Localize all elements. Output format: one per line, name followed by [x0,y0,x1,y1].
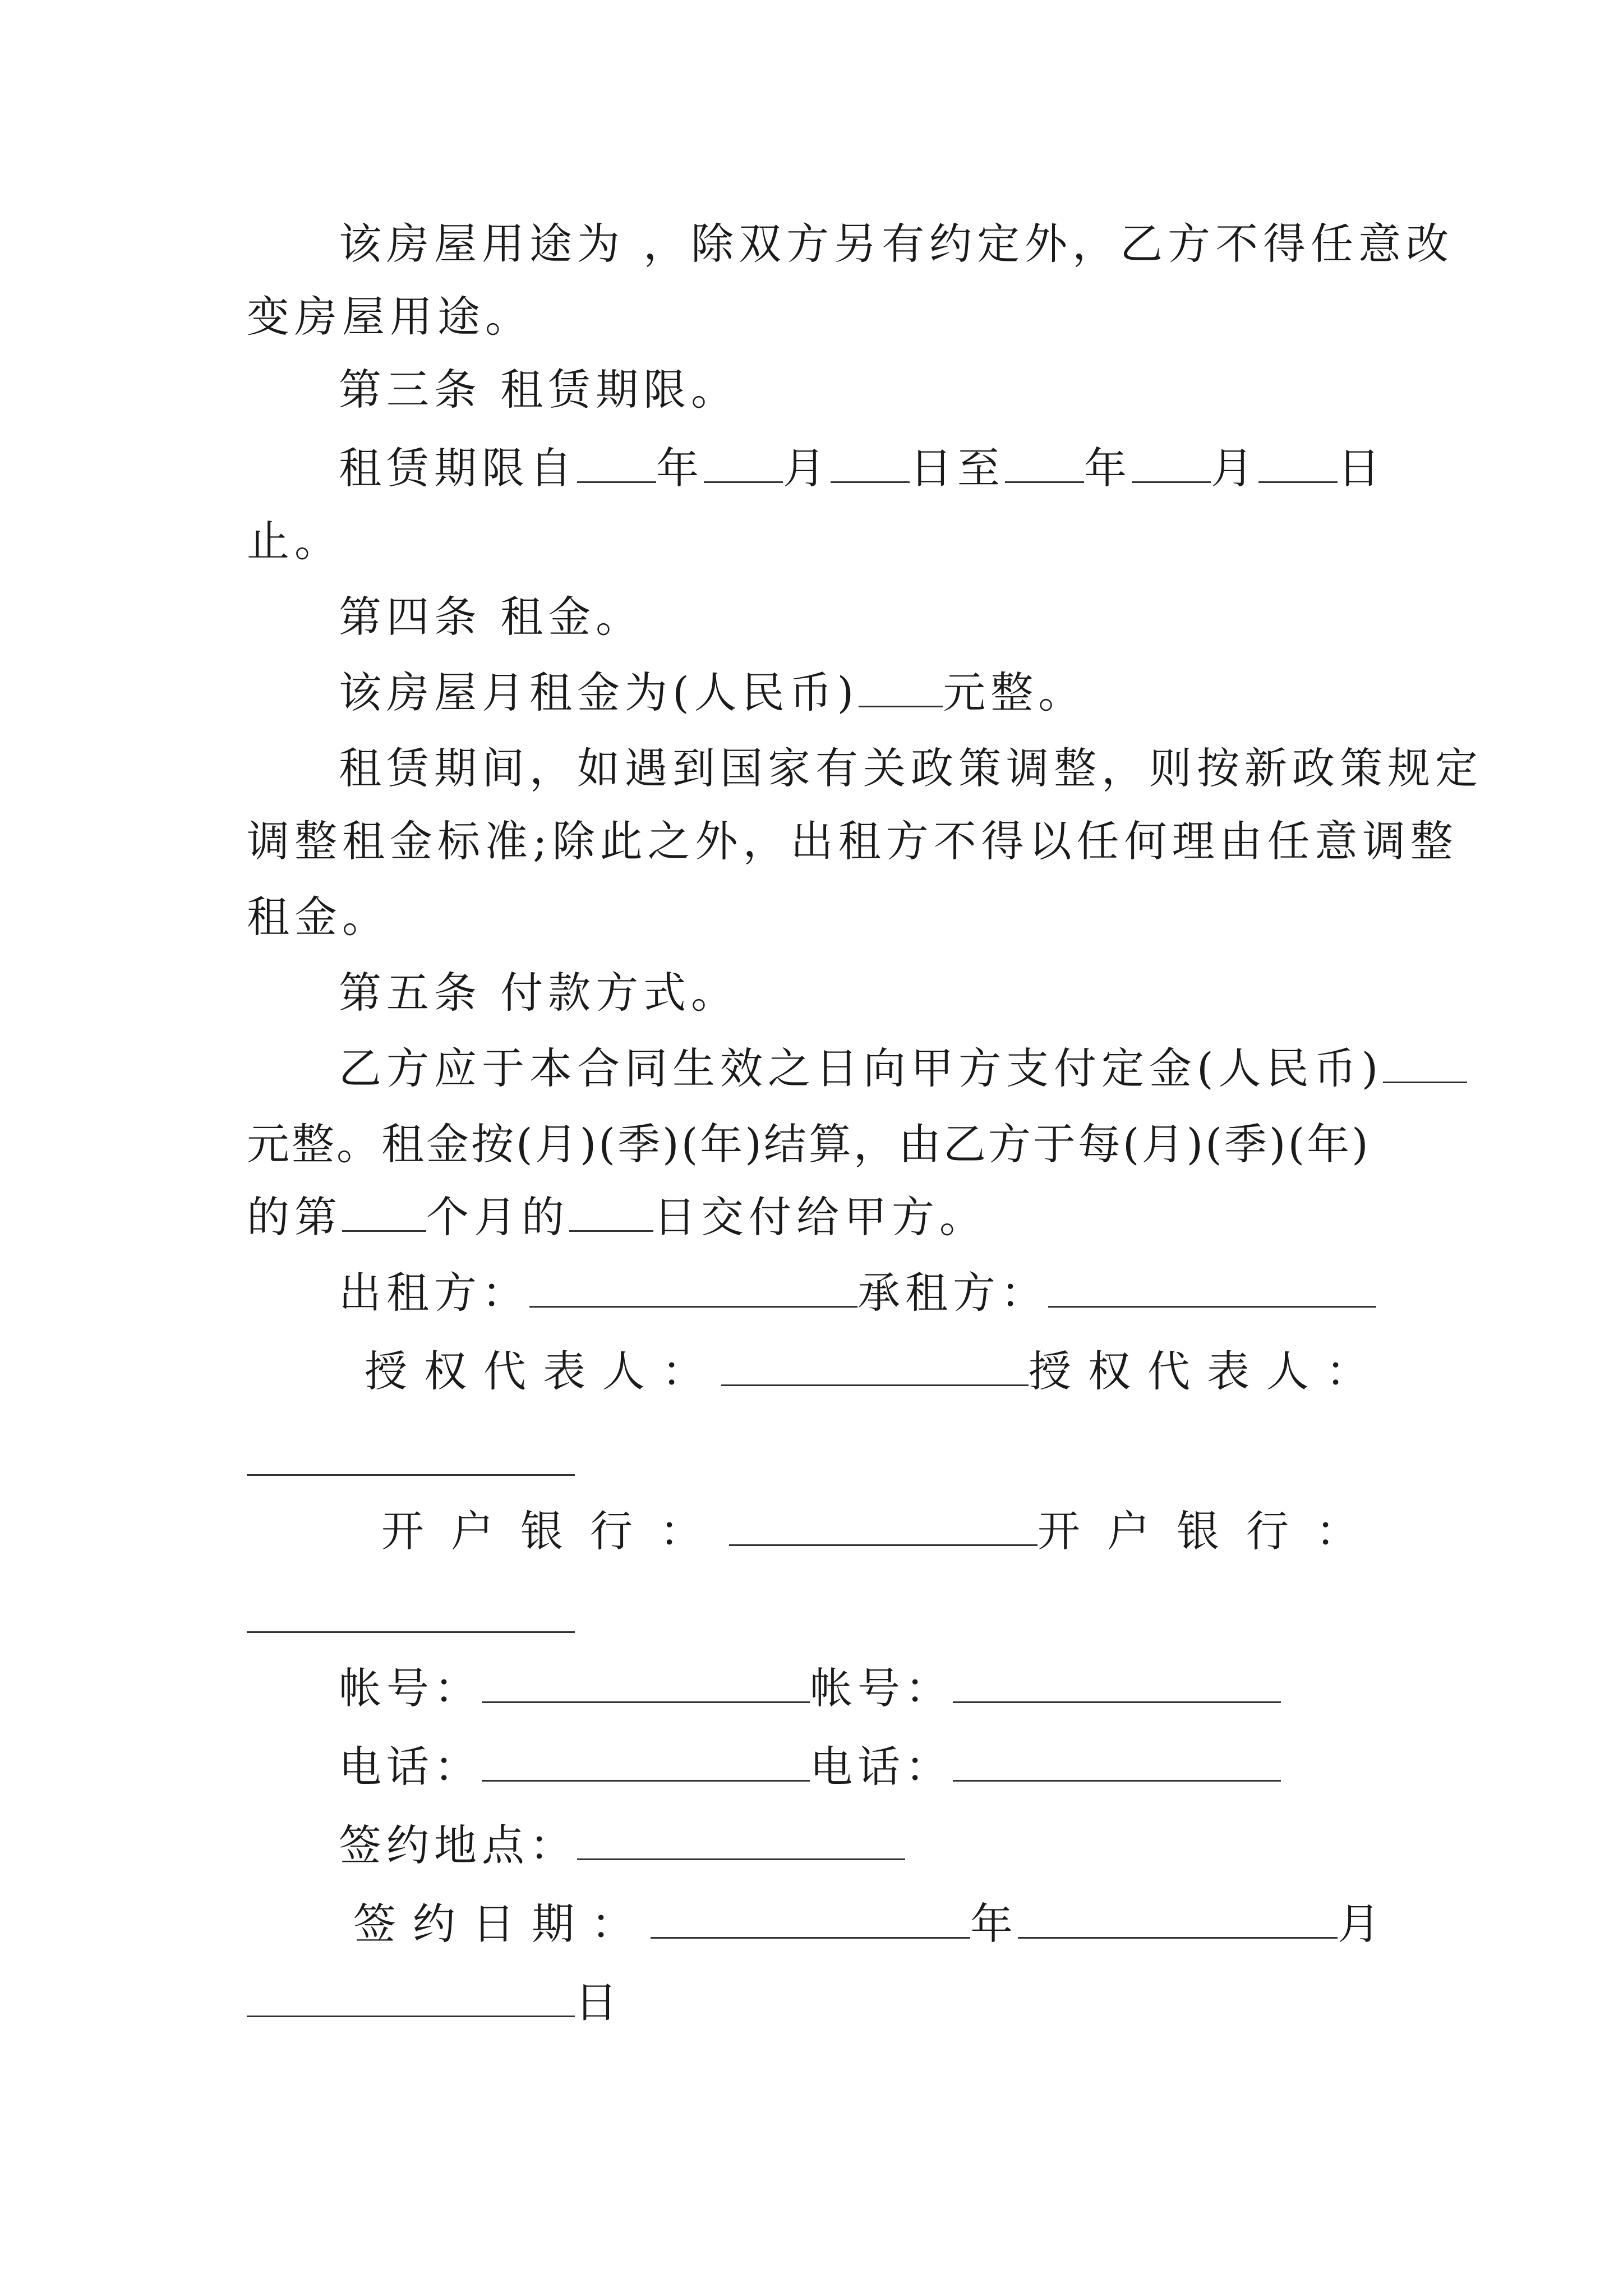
signing-month-label: 月 [1338,1899,1385,1949]
lease-end-day-label: 日 [1338,443,1385,493]
lease-start-day-blank [831,447,910,483]
lease-year-label: 年 [656,443,704,493]
lessor-account-label: 帐号： [339,1663,482,1713]
signing-day-label: 日 [575,1977,623,2027]
signing-day-line [247,1975,1385,2031]
lessee-bank-label: 开户银行： [1038,1506,1385,1556]
lease-end-month-label: 月 [1211,443,1258,493]
lease-end-year-blank [1005,447,1084,483]
payment-date-prefix: 的第 [247,1192,342,1242]
lease-end-year-label: 年 [1084,443,1132,493]
signing-date-label: 签约日期： [353,1899,651,1949]
signing-year-blank [651,1902,970,1939]
account-line [339,1660,1477,1717]
lessee-label: 承租方： [857,1268,1048,1318]
lease-start-year-blank [577,447,656,483]
bank-line [381,1503,1385,1559]
lessee-account-blank [953,1667,1281,1703]
deposit-blank [1383,1047,1467,1083]
lessor-phone-blank [482,1745,810,1782]
monthly-rent-blank [859,671,943,707]
article-3-title: 第三条 租赁期限。 [339,365,739,415]
representative-line [365,1343,1385,1400]
parties-line [339,1265,1477,1321]
signing-year-label: 年 [970,1899,1018,1949]
signing-date-line [353,1896,1385,1952]
signing-place-line [339,1818,1477,1874]
monthly-rent-suffix: 元整。 [943,668,1086,717]
adjust-clause-line-1: 租赁期间，如遇到国家有关政策调整，则按新政策规定 [339,743,1483,793]
signing-place-label: 签约地点： [339,1820,577,1870]
deposit-line [339,1041,1477,1097]
lessee-phone-label: 电话： [810,1742,953,1792]
lessor-account-blank [482,1667,810,1703]
lessor-blank [529,1271,857,1308]
adjust-clause-line-2: 调整租金标准;除此之外，出租方不得以任何理由任意调整 [247,816,1458,866]
monthly-rent-prefix: 该房屋月租金为(人民币) [339,668,859,717]
deposit-text: 乙方应于本合同生效之日向甲方支付定金(人民币) [339,1043,1384,1093]
adjust-clause-line-3: 租金。 [247,892,390,942]
payment-date-line [247,1189,1385,1245]
lessee-bank-blank [247,1596,575,1633]
lease-term-line [339,440,1385,496]
monthly-rent-line [339,665,1477,721]
lease-end-month-blank [1132,447,1211,483]
lease-end-day-blank [1258,447,1338,483]
lessee-blank [1048,1271,1376,1308]
lessor-bank-label: 开户银行： [381,1506,729,1556]
signing-place-blank [577,1824,905,1860]
usage-clause-line-1: 该房屋用途为 ，除双方另有约定外，乙方不得任意改 [339,219,1454,269]
lessor-rep-blank [721,1350,1029,1386]
lessor-bank-blank [729,1510,1038,1546]
lease-day-to-label: 日至 [910,443,1005,493]
payment-date-suffix: 日交付给甲方。 [653,1192,987,1242]
lease-month-label: 月 [783,443,831,493]
lessor-label: 出租方： [339,1268,529,1318]
payment-day-blank [569,1195,653,1232]
representative-overflow-line [247,1433,1385,1489]
payment-date-middle: 个月的 [426,1192,569,1242]
usage-clause-line-2: 变房屋用途。 [247,292,533,342]
article-4-title: 第四条 租金。 [339,592,644,642]
signing-month-blank [1018,1902,1338,1939]
lease-start-month-blank [704,447,783,483]
lessee-rep-label: 授权代表人： [1029,1346,1385,1396]
article-5-title: 第五条 付款方式。 [339,968,739,1018]
bank-overflow-line [247,1590,1385,1646]
lease-term-prefix: 租赁期限自 [339,443,577,493]
lessee-account-label: 帐号： [810,1663,953,1713]
lessee-rep-blank [247,1439,575,1476]
lessor-rep-label: 授权代表人： [365,1346,721,1396]
lessor-phone-label: 电话： [339,1742,482,1792]
lessee-phone-blank [953,1745,1281,1782]
phone-line [339,1739,1477,1795]
lease-term-tail: 止。 [247,516,342,566]
signing-day-blank [247,1981,575,2017]
payment-month-blank [342,1195,426,1232]
settlement-line: 元整。租金按(月)(季)(年)结算，由乙方于每(月)(季)(年) [247,1119,1371,1169]
